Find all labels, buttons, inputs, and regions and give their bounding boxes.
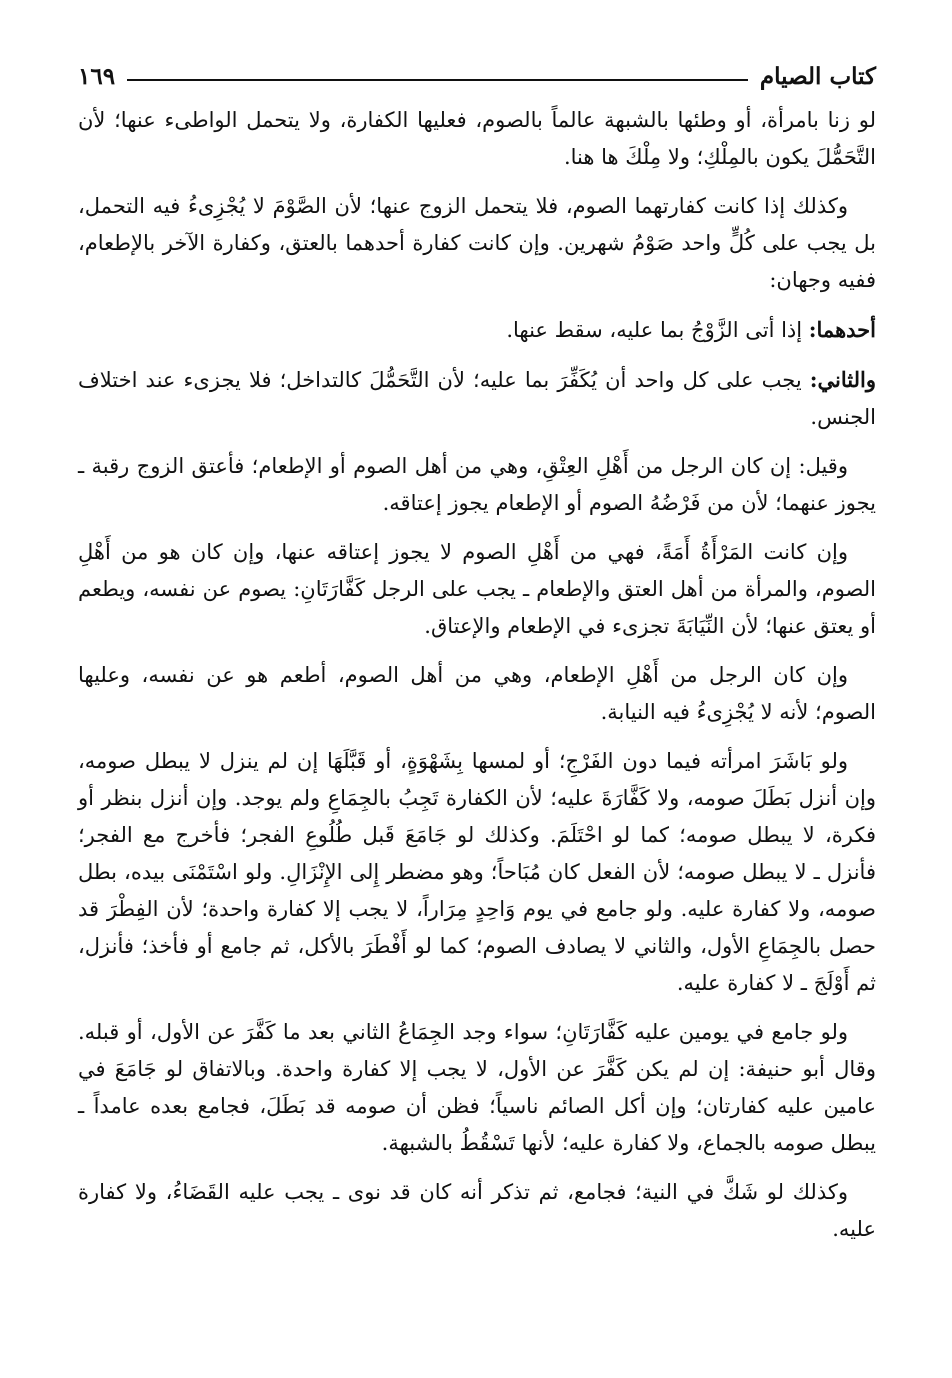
- paragraph-lead: والثاني:: [809, 367, 876, 392]
- book-page: [78, 58, 876, 1260]
- paragraph: [78, 657, 876, 731]
- paragraph-text: يجب على كل واحد أن يُكَفِّرَ بما عليه؛ لأن التَّحَمُّلَ كالتداخل؛ فلا يجزىء عند اختلاف الجنس.: [78, 368, 876, 429]
- page-body: [78, 102, 876, 1248]
- chapter-title: كتاب الصيام: [759, 62, 876, 90]
- paragraph-text: وإن كان الرجل من أَهْلِ الإطعام، وهي من أهل الصوم، أطعم هو عن نفسه، وعليها الصوم؛ لأنه لا يُجْزِىءُ فيه النيابة.: [78, 663, 876, 724]
- paragraph-text: ولو بَاشَرَ امرأته فيما دون الفَرْجِ؛ أو لمسها بِشَهْوَةٍ، أو قَبَّلَهَا إن لم ينزل لا يبطل صومه، وإن أنزل بَطَلَ صومه، ولا كَفَّارَةَ عليه؛ لأن الكفارة تَجِبُ بالجِمَاعِ ولم يوجد. وإن أنزل بنظر أو فكرة، لا يبطل صومه؛ كما لو احْتَلَمَ. وكذلك لو جَامَعَ قَبل طُلُوعِ الفجر؛ فأخرج مع الفجر؛ فأنزل ـ لا يبطل صومه؛ لأن الفعل كان مُبَاحاً؛ وهو مضطر إِلى الإِنْزَالِ. ولو اسْتَمْنَى بيده، بطل صومه، ولا كفارة عليه. ولو جامع في يوم وَاحِدٍ مِرَاراً، لا يجب إلا كفارة واحدة؛ لأن الفِطْرَ قد حصل بالجِمَاعِ الأول، والثاني لا يصادف الصوم؛ كما لو أَفْطَرَ بالأكل، ثم جامع أو فأخذ؛ فأنزل، ثم أَوْلَجَ ـ لا كفارة عليه.: [78, 749, 876, 995]
- header-rule: [127, 79, 748, 81]
- paragraph: [78, 1014, 876, 1162]
- page-number: ١٦٩: [78, 62, 116, 90]
- paragraph: [78, 448, 876, 522]
- paragraph: [78, 311, 876, 349]
- paragraph: [78, 743, 876, 1002]
- paragraph-text: ولو جامع في يومين عليه كَفَّارَتَانِ؛ سواء وجد الجِمَاعُ الثاني بعد ما كَفَّرَ عن الأول، أو قبله. وقال أبو حنيفة: إن لم يكن كَفَّرَ عن الأول، لا يجب إلا كفارة واحدة. وبالاتفاق لو جَامَعَ في عامين عليه كفارتان؛ وإن أكل الصائم ناسياً؛ فظن أن صومه قد بَطَلَ، فجامع بعده عامداً ـ يبطل صومه بالجماع، ولا كفارة عليه؛ لأنها تَسْقُطُ بالشبهة.: [78, 1020, 876, 1155]
- paragraph: [78, 361, 876, 436]
- paragraph: [78, 534, 876, 645]
- paragraph-lead: أحدهما:: [808, 317, 876, 342]
- paragraph-text: وقيل: إن كان الرجل من أَهْلِ العِتْقِ، وهي من أهل الصوم أو الإطعام؛ فأعتق الزوج رقبة ـ يجوز عنهما؛ لأن من فَرْضُهُ الصوم أو الإطعام يجوز إعتاقه.: [78, 454, 876, 515]
- paragraph-text: وكذلك إذا كانت كفارتهما الصوم، فلا يتحمل الزوج عنها؛ لأن الصَّوْمَ لا يُجْزِىءُ فيه التحمل، بل يجب على كُلٍّ واحد صَوْمُ شهرين. وإن كانت كفارة أحدهما بالعتق، وكفارة الآخر بالإطعام، ففيه وجهان:: [78, 194, 876, 292]
- page-header: [78, 58, 876, 94]
- paragraph: [78, 102, 876, 176]
- paragraph-text: لو زنا بامرأة، أو وطئها بالشبهة عالماً بالصوم، فعليها الكفارة، ولا يتحمل الواطىء عنها؛ لأن التَّحَمُّلَ يكون بالمِلْكِ؛ ولا مِلْكَ ها هنا.: [78, 108, 876, 169]
- paragraph: [78, 188, 876, 299]
- paragraph: [78, 1174, 876, 1248]
- paragraph-text: وكذلك لو شَكَّ في النية؛ فجامع، ثم تذكر أنه كان قد نوى ـ يجب عليه القَضَاءُ، ولا كفارة عليه.: [78, 1180, 876, 1241]
- paragraph-text: إذا أتى الزَّوْجُ بما عليه، سقط عنها.: [506, 318, 809, 342]
- paragraph-text: وإن كانت المَرْأَةُ أَمَةً، فهي من أَهْلِ الصوم لا يجوز إعتاقه عنها، وإن كان هو من أَهْلِ الصوم، والمرأة من أهل العتق والإطعام ـ يجب على الرجل كَفَّارَتَانِ: يصوم عن نفسه، ويطعم أو يعتق عنها؛ لأن النِّيَابَةَ تجزىء في الإطعام والإعتاق.: [78, 540, 876, 638]
